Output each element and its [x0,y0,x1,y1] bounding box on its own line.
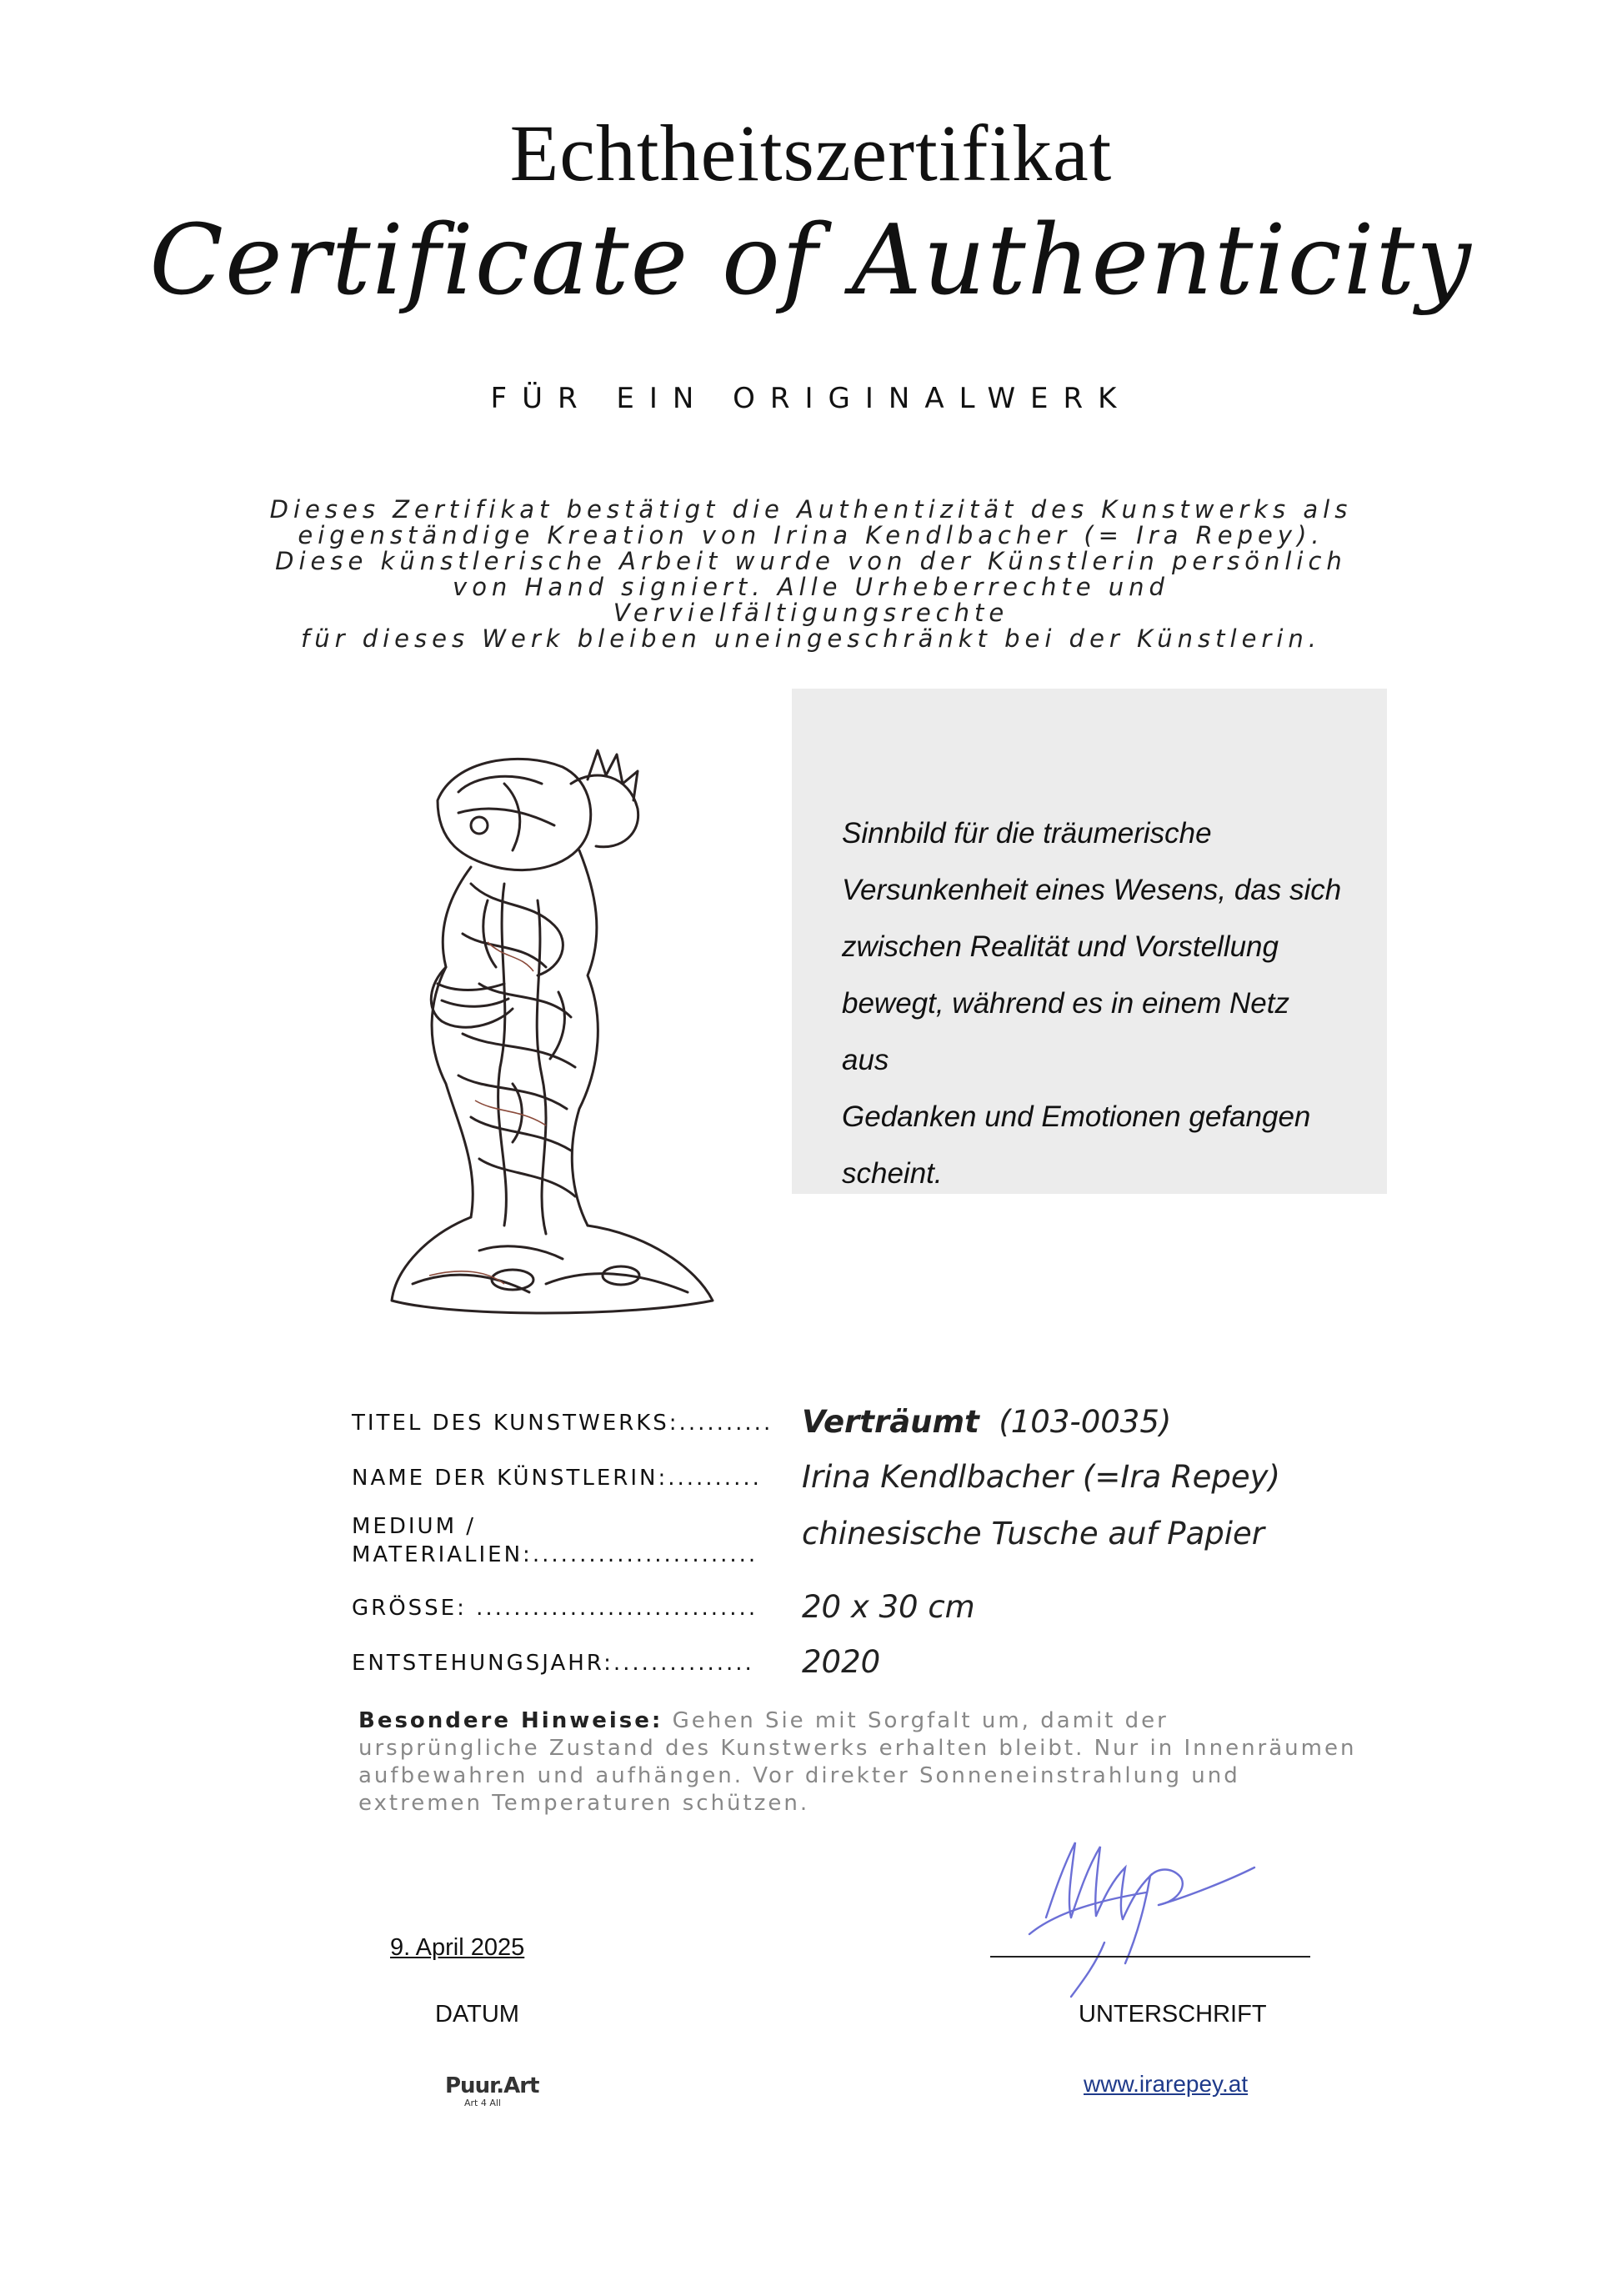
description-line: Versunkenheit eines Wesens, das sich [842,874,1342,906]
intro-paragraph [267,497,1355,652]
description-line: scheint. [842,1157,943,1190]
certificate-title-german: Echtheitszertifikat [509,108,1113,198]
size-label: GRÖSSE: .............................. [352,1596,758,1621]
certificate-subtitle: FÜR EIN ORIGINALWERK [490,382,1132,415]
intro-line: Diese künstlerische Arbeit wurde von der Künstlerin persönlich [275,547,1347,575]
title-value [802,1404,1171,1440]
artwork-code: (103-0035) [999,1404,1172,1440]
artist-label: NAME DER KÜNSTLERIN:.......... [352,1466,762,1491]
logo-subtext: Art 4 All [464,2098,501,2108]
puur-art-logo [445,2073,539,2121]
intro-line: für dieses Werk bleiben uneingeschränkt bei der Künstlerin. [300,624,1322,653]
description-line: bewegt, während es in einem Netz aus [842,987,1289,1076]
date-label: DATUM [435,2001,519,2028]
medium-label-line1: MEDIUM / [352,1514,477,1539]
notes-heading: Besondere Hinweise: [358,1708,663,1733]
intro-line: eigenständige Kreation von Irina Kendlbacher (= Ira Repey). [298,521,1324,549]
website-link[interactable]: www.irarepey.at [1084,2071,1249,2097]
signature-line [990,1956,1310,1958]
artist-value: Irina Kendlbacher (=Ira Repey) [802,1459,1280,1495]
notes-text: Gehen Sie mit Sorgfalt um, damit der ursprüngliche Zustand des Kunstwerks erhalten bleibt. Nur in Innenräumen aufbewahren und aufhängen. Vor direkter Sonneneinstrahlung und extremen Temperaturen schützen. [358,1708,1357,1816]
size-value: 20 x 30 cm [802,1589,975,1625]
description-line: Sinnbild für die träumerische [842,817,1212,850]
certificate-title-english: Certificate of Authenticity [149,204,1473,317]
description-box [792,689,1387,1194]
title-label: TITEL DES KUNSTWERKS:.......... [352,1411,773,1436]
medium-label-line2: MATERIALIEN:........................ [352,1542,758,1567]
description-line: zwischen Realität und Vorstellung [842,930,1279,963]
handwritten-signature [979,1817,1313,2001]
description-line: Gedanken und Emotionen gefangen [842,1100,1311,1133]
intro-line: Dieses Zertifikat bestätigt die Authentizität des Kunstwerks als [269,495,1353,524]
year-value: 2020 [802,1644,881,1680]
medium-value: chinesische Tusche auf Papier [802,1516,1264,1552]
signature-label: UNTERSCHRIFT [1079,2001,1267,2028]
artwork-title: Verträumt [802,1404,979,1440]
artwork-description [842,805,1342,1202]
certificate-date: 9. April 2025 [390,1934,525,1961]
artwork-drawing [379,734,738,1334]
logo-text: Puur.Art [445,2073,539,2098]
special-notes [358,1707,1359,1817]
intro-line: von Hand signiert. Alle Urheberrechte und Vervielfältigungsrechte [453,573,1169,627]
year-label: ENTSTEHUNGSJAHR:............... [352,1651,754,1676]
